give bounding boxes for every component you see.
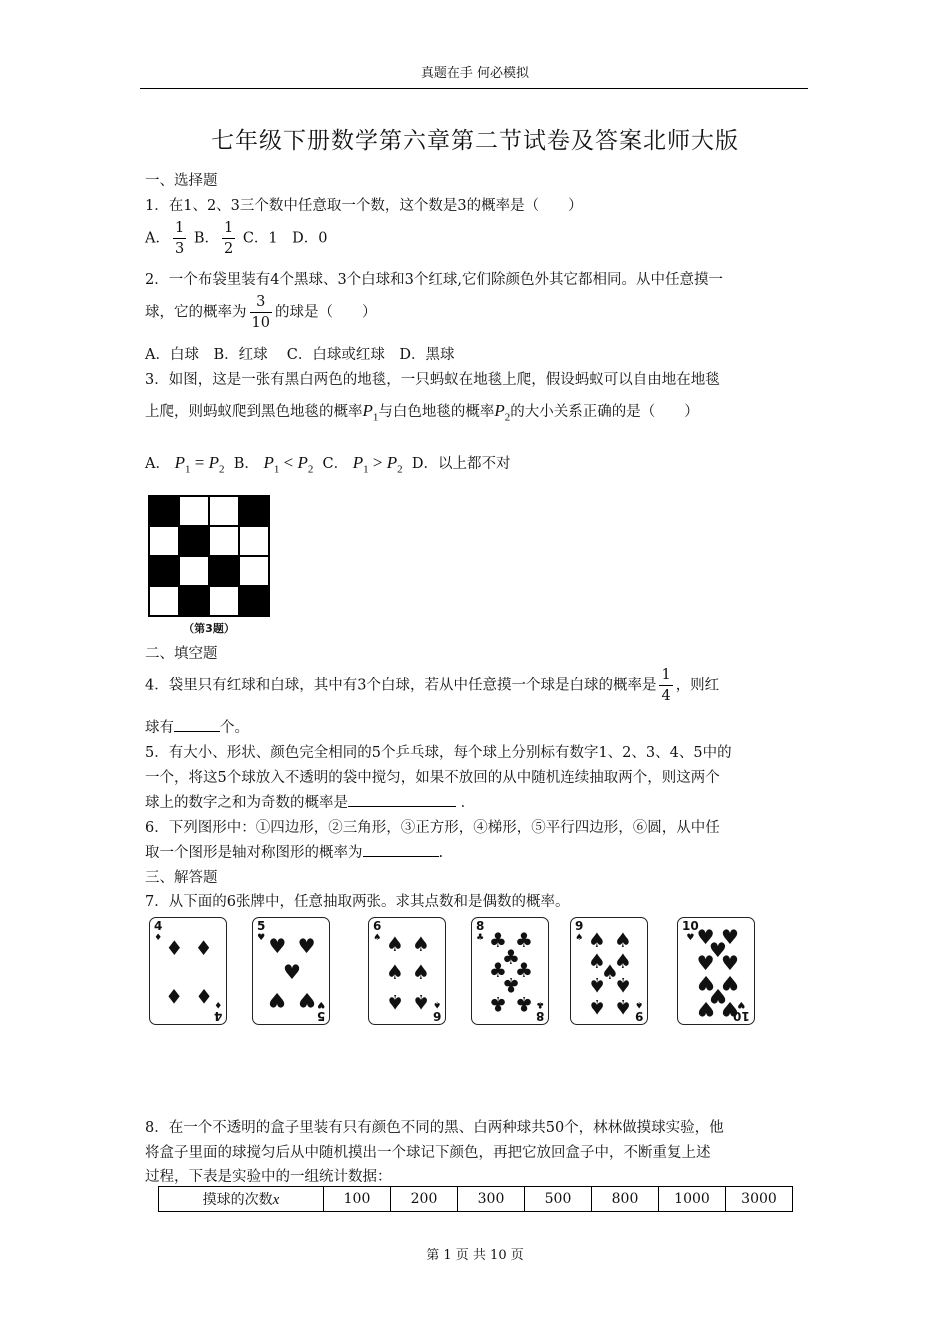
carpet-cell-white xyxy=(179,496,209,526)
q4-fraction xyxy=(659,665,672,706)
spade-icon: ♠ xyxy=(412,960,430,984)
section-heading-choice: 一、选择题 xyxy=(145,173,218,189)
club-icon: ♣ xyxy=(515,992,533,1017)
carpet-cell-white xyxy=(149,586,179,616)
heart-icon: ♥ xyxy=(268,934,287,959)
section-heading-fill: 二、填空题 xyxy=(145,646,218,662)
question-4-line-2 xyxy=(145,716,249,737)
q3-option-c-expr: $P_1 > P_2$ xyxy=(352,453,403,476)
question-8-line-2: 将盒子里面的球搅匀后从中随机摸出一个球记下颜色，再把它放回盒子中，不断重复上述 xyxy=(145,1145,711,1161)
carpet-cell-white xyxy=(149,526,179,556)
q3-text-b: 与白色地毯的概率 xyxy=(378,404,495,420)
table-cell: 100 xyxy=(324,1187,391,1212)
heart-icon: ♥ xyxy=(721,970,739,995)
club-icon: ♣ xyxy=(489,927,507,952)
diamond-icon: ♦ xyxy=(165,983,184,1008)
q4-text-c: 球有 xyxy=(145,720,174,736)
q3-option-c: C． xyxy=(322,456,349,472)
header-rule xyxy=(140,88,808,89)
heart-icon: ♥ xyxy=(268,988,287,1013)
q3-option-a: A． xyxy=(145,456,170,472)
q4-text-d: 个。 xyxy=(220,720,249,736)
spade-icon: ♠ xyxy=(614,927,632,952)
statistics-table xyxy=(158,1186,793,1212)
question-5-line-3 xyxy=(145,791,475,812)
card-corner-index: 10 ♥ xyxy=(733,999,750,1023)
carpet-cell-white xyxy=(239,556,269,586)
club-icon: ♣ xyxy=(515,927,533,952)
question-3-line-2 xyxy=(145,400,699,423)
q1-option-b-label: B． xyxy=(193,230,219,247)
table-header-cell: 摸球的次数x xyxy=(159,1187,324,1212)
card-corner-index: 4 ♦ xyxy=(154,919,163,943)
diamond-icon: ♦ xyxy=(165,936,184,961)
carpet-cell-black xyxy=(209,556,239,586)
question-4-line-1 xyxy=(145,665,719,706)
q1-fraction-a xyxy=(173,218,186,259)
card-corner-index: 9 ♠ xyxy=(575,919,584,943)
question-3-line-1: 3．如图，这是一张有黑白两色的地毯，一只蚂蚁在地毯上爬，假设蚂蚁可以自由地在地毯 xyxy=(145,372,720,388)
club-icon: ♣ xyxy=(489,957,507,982)
carpet-cell-black xyxy=(149,556,179,586)
answer-blank[interactable] xyxy=(174,717,220,732)
table-cell: 3000 xyxy=(726,1187,793,1212)
p2-symbol: $P_2$ xyxy=(494,401,511,424)
playing-card-6 xyxy=(368,917,446,1025)
spade-icon: ♠ xyxy=(588,927,606,952)
section-heading-answer: 三、解答题 xyxy=(145,870,218,886)
q4-frac-den: 4 xyxy=(661,688,671,704)
question-6-line-1: 6．下列图形中：①四边形，②三角形，③正方形，④梯形，⑤平行四边形，⑥圆，从中任 xyxy=(145,820,720,836)
q3-option-b: B． xyxy=(233,456,259,472)
q4-frac-num: 1 xyxy=(659,665,672,686)
heart-icon: ♥ xyxy=(696,951,715,976)
q6-text-a: 取一个图形是轴对称图形的概率为 xyxy=(145,845,363,861)
card-corner-index: 9 ♠ xyxy=(634,999,643,1023)
question-3-options xyxy=(145,452,510,475)
spade-icon: ♠ xyxy=(588,972,606,997)
q1-option-rest: C．1 D．0 xyxy=(242,230,328,247)
table-cell: 800 xyxy=(592,1187,659,1212)
spade-icon: ♠ xyxy=(386,960,404,984)
playing-card-4 xyxy=(149,917,227,1025)
question-5-line-2: 一个，将这5个球放入不透明的袋中搅匀，如果不放回的从中随机连续抽取两个，则这两个 xyxy=(145,770,720,786)
card-corner-index: 5 ♥ xyxy=(257,919,266,943)
p1-symbol: $P_1$ xyxy=(362,401,379,424)
q3-option-d: D．以上都不对 xyxy=(411,456,511,472)
diamond-icon: ♦ xyxy=(194,983,213,1008)
spade-icon: ♠ xyxy=(601,960,619,984)
carpet-cell-black xyxy=(149,496,179,526)
q2-text-a: 球，它的概率为 xyxy=(145,304,247,321)
card-corner-index: 4 ♦ xyxy=(213,999,222,1023)
heart-icon: ♥ xyxy=(696,970,715,995)
carpet-cell-black xyxy=(179,586,209,616)
table-row xyxy=(159,1187,793,1212)
spade-icon: ♠ xyxy=(614,972,632,997)
question-7-stem: 7．从下面的6张牌中，任意抽取两张。求其点数和是偶数的概率。 xyxy=(145,894,570,910)
carpet-cell-black xyxy=(239,586,269,616)
spade-icon: ♠ xyxy=(614,994,632,1019)
playing-card-5 xyxy=(252,917,330,1025)
spade-icon: ♠ xyxy=(614,949,632,974)
card-corner-index: 8 ♣ xyxy=(476,919,485,943)
playing-card-10 xyxy=(677,917,755,1025)
heart-icon: ♥ xyxy=(297,934,316,959)
spade-icon: ♠ xyxy=(588,994,606,1019)
card-corner-index: 10 ♥ xyxy=(682,919,699,943)
q5-text-a: 球上的数字之和为奇数的概率是 xyxy=(145,795,348,811)
q4-text-b: ，则红 xyxy=(675,677,720,694)
question-2-line-2 xyxy=(145,292,376,333)
q4-text-a: 4．袋里只有红球和白球，其中有3个白球，若从中任意摸一个球是白球的概率是 xyxy=(145,677,657,694)
heart-icon: ♥ xyxy=(721,925,739,950)
heart-icon: ♥ xyxy=(696,996,715,1021)
page-header: 真题在手 何必模拟 xyxy=(420,66,530,81)
q1-option-a-label: A． xyxy=(145,230,170,247)
question-5-line-1: 5．有大小、形状、颜色完全相同的5个乒乓球，每个球上分别标有数字1、2、3、4、5中的 xyxy=(145,745,732,761)
carpet-cell-black xyxy=(179,526,209,556)
q3-option-b-expr: $P_1 < P_2$ xyxy=(263,453,314,476)
q1-frac-b-den: 2 xyxy=(223,241,234,257)
carpet-cell-white xyxy=(239,526,269,556)
card-corner-index: 8 ♣ xyxy=(535,999,544,1023)
table-cell: 300 xyxy=(458,1187,525,1212)
question-8-line-1: 8．在一个不透明的盒子里装有只有颜色不同的黑、白两种球共50个，林林做摸球实验，他 xyxy=(145,1120,724,1136)
table-cell: 200 xyxy=(391,1187,458,1212)
spade-icon: ♠ xyxy=(588,949,606,974)
q6-text-b: . xyxy=(438,845,444,861)
carpet-cell-white xyxy=(209,526,239,556)
heart-icon: ♥ xyxy=(297,988,316,1013)
question-2-options: A．白球 B．红球 C．白球或红球 D．黑球 xyxy=(145,347,455,363)
club-icon: ♣ xyxy=(489,992,507,1017)
question-1-stem: 1．在1、2、3三个数中任意取一个数，这个数是3的概率是（ ） xyxy=(145,198,583,214)
table-cell: 1000 xyxy=(659,1187,726,1212)
q1-fraction-b xyxy=(222,218,235,259)
spade-icon: ♠ xyxy=(386,931,404,956)
q1-frac-a-num: 1 xyxy=(173,218,186,239)
heart-icon: ♥ xyxy=(708,983,727,1008)
page-title: 七年级下册数学第六章第二节试卷及答案北师大版 xyxy=(211,128,739,154)
playing-card-8 xyxy=(471,917,549,1025)
question-8-line-3: 过程，下表是实验中的一组统计数据： xyxy=(145,1169,392,1185)
carpet-cell-white xyxy=(179,556,209,586)
question-2-line-1: 2．一个布袋里装有4个黑球、3个白球和3个红球,它们除颜色外其它都相同。从中任意摸一 xyxy=(145,272,724,288)
spade-icon: ♠ xyxy=(412,931,430,956)
carpet-cell-white xyxy=(209,496,239,526)
answer-blank[interactable] xyxy=(363,842,439,857)
carpet-cell-black xyxy=(239,496,269,526)
heart-icon: ♥ xyxy=(721,996,739,1021)
page-footer: 第 1 页 共 10 页 xyxy=(426,1248,524,1263)
heart-icon: ♥ xyxy=(696,925,715,950)
q1-frac-b-num: 1 xyxy=(222,218,235,239)
q2-frac-num: 3 xyxy=(250,292,272,313)
figure-caption: （第3题） xyxy=(183,622,235,635)
answer-blank[interactable] xyxy=(348,792,456,807)
card-corner-index: 6 ♠ xyxy=(432,999,441,1023)
carpet-cell-white xyxy=(209,586,239,616)
q5-text-b: ． xyxy=(460,795,476,811)
heart-icon: ♥ xyxy=(721,951,739,976)
card-corner-index: 6 ♠ xyxy=(373,919,382,943)
checkerboard-carpet-figure xyxy=(148,495,270,617)
club-icon: ♣ xyxy=(515,957,533,982)
heart-icon: ♥ xyxy=(708,938,727,963)
q2-text-b: 的球是（ ） xyxy=(274,304,377,321)
table-cell: 500 xyxy=(525,1187,592,1212)
club-icon: ♣ xyxy=(502,944,520,969)
q3-text-c: 的大小关系正确的是（ ） xyxy=(510,404,699,420)
heart-icon: ♥ xyxy=(283,960,301,984)
question-1-options xyxy=(145,218,328,259)
q2-frac-den: 10 xyxy=(251,315,270,331)
q1-frac-a-den: 3 xyxy=(174,241,185,257)
q3-text-a: 上爬，则蚂蚁爬到黑色地毯的概率 xyxy=(145,404,363,420)
playing-card-9 xyxy=(570,917,648,1025)
spade-icon: ♠ xyxy=(412,990,430,1015)
q3-option-a-expr: $P_1 = P_2$ xyxy=(174,453,225,476)
question-6-line-2 xyxy=(145,841,443,862)
diamond-icon: ♦ xyxy=(194,936,213,961)
card-corner-index: 5 ♥ xyxy=(316,999,325,1023)
q2-fraction xyxy=(250,292,272,333)
club-icon: ♣ xyxy=(502,972,520,997)
spade-icon: ♠ xyxy=(386,990,404,1015)
